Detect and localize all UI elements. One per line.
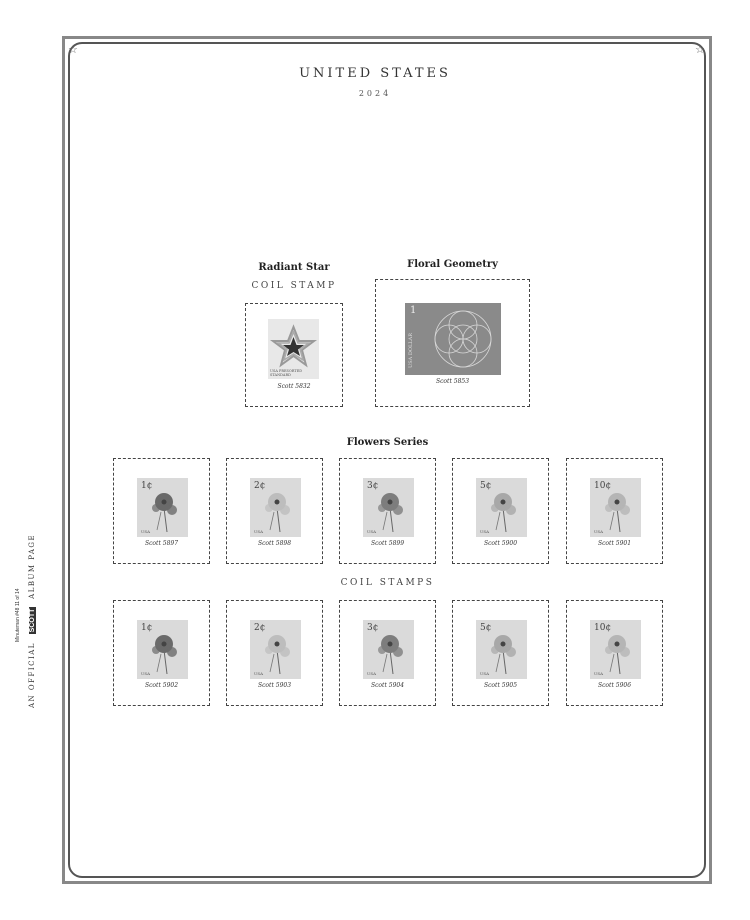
stamp-caption: Scott 5904 [370, 682, 405, 689]
stamp-caption: Scott 5899 [370, 540, 405, 547]
radiant-star-subheading: COIL STAMP [251, 281, 337, 291]
official-label: AN OFFICIAL [28, 642, 36, 708]
stamp-image-flower [250, 478, 301, 537]
stamp-caption: Scott 5832 [277, 383, 311, 390]
stamp-image-flower [590, 478, 641, 537]
stamp-image-flower [137, 620, 188, 679]
stamp-mount-flower[interactable] [226, 458, 323, 564]
stamp-image-floral-geometry [405, 303, 501, 375]
stamp-denomination: 10¢ [594, 623, 612, 633]
stamp-usa-label: USA [480, 671, 489, 676]
floral-geometry-heading: Floral Geometry [407, 259, 498, 270]
page-year: 2024 [358, 89, 392, 98]
stamp-denomination: 10¢ [594, 481, 612, 491]
stamp-caption: Scott 5901 [597, 540, 632, 547]
official-album-text [28, 534, 36, 708]
stamp-denomination: 1 [410, 305, 417, 316]
stamp-image-flower [363, 620, 414, 679]
floral-geometry-icon [405, 303, 501, 375]
stamp-mount-flower[interactable] [226, 600, 323, 706]
stamp-caption: Scott 5906 [597, 682, 632, 689]
page-title: UNITED STATES [299, 66, 451, 81]
star-icon: ☆ [695, 43, 705, 56]
stamp-mount-floral-geometry[interactable] [375, 279, 530, 407]
stamp-image-flower [363, 478, 414, 537]
stamp-mount-flower[interactable] [339, 600, 436, 706]
stamp-caption: Scott 5897 [144, 540, 179, 547]
album-page-label: ALBUM PAGE [28, 533, 36, 599]
stamp-image-flower [137, 478, 188, 537]
stamp-mount-flower[interactable] [566, 458, 663, 564]
stamp-mount-flower[interactable] [113, 600, 210, 706]
stamp-denomination: 2¢ [254, 623, 266, 633]
stamp-usa-label: USA [254, 529, 263, 534]
stamp-usa-label: USA [141, 529, 150, 534]
stamp-image-flower [476, 478, 527, 537]
stamp-inscription: USA PRESORTED STANDARD [270, 369, 303, 377]
stamp-mount-flower[interactable] [452, 600, 549, 706]
radiant-star-heading: Radiant Star [258, 262, 330, 273]
coil-stamps-subheading: COIL STAMPS [340, 578, 435, 588]
stamp-mount-flower[interactable] [452, 458, 549, 564]
stamp-usa-label: USA [141, 671, 150, 676]
stamp-denomination: 3¢ [367, 623, 379, 633]
stamp-caption: Scott 5853 [435, 378, 470, 385]
stamp-mount-flower[interactable] [566, 600, 663, 706]
scott-logo: SCOTT [29, 608, 36, 633]
stamp-usa-label: USA [480, 529, 489, 534]
stamp-denomination: 3¢ [367, 481, 379, 491]
stamp-image-flower [250, 620, 301, 679]
stamp-usa-label: USA [254, 671, 263, 676]
stamp-caption: Scott 5900 [483, 540, 518, 547]
stamp-usa-label: USA [367, 529, 376, 534]
star-icon: ☆ [68, 43, 78, 56]
stamp-usa-label: USA [594, 671, 603, 676]
stamp-mount-radiant-star[interactable] [245, 303, 343, 407]
stamp-image-flower [590, 620, 641, 679]
stamp-denomination: 1¢ [141, 481, 153, 491]
stamp-mount-flower[interactable] [339, 458, 436, 564]
stamp-image-flower [476, 620, 527, 679]
flowers-series-heading: Flowers Series [346, 437, 429, 448]
stamp-denomination: 5¢ [480, 623, 492, 633]
stamp-denomination: 2¢ [254, 481, 266, 491]
stamp-denomination: 1¢ [141, 623, 153, 633]
stamp-caption: Scott 5903 [257, 682, 292, 689]
stamp-denomination: 5¢ [480, 481, 492, 491]
page-code: Minuteman #48 11 of 14 [15, 588, 21, 642]
stamp-caption: Scott 5898 [257, 540, 292, 547]
stamp-mount-flower[interactable] [113, 458, 210, 564]
stamp-caption: Scott 5902 [144, 682, 179, 689]
stamp-usa-label: USA [367, 671, 376, 676]
stamp-usa-label: USA [594, 529, 603, 534]
stamp-caption: Scott 5905 [483, 682, 518, 689]
stamp-inscription: USA DOLLAR [408, 333, 414, 368]
stamp-image-radiant-star [268, 319, 319, 379]
